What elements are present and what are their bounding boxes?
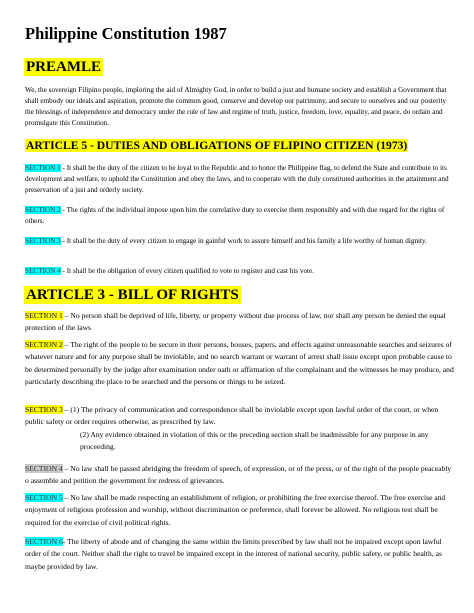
section-3-clause-2: (2) Any evidence obtained in violation of this or the preceding section shall be inadmissible for any purpose in any proceeding.	[80, 429, 429, 452]
article5-section-2: SECTION 2 - The rights of the individual impose upon him the correlative duty to exercise them responsibly and with due regard for the rights of others.	[25, 206, 445, 225]
article3-section-5: SECTION 5 – No law shall be made respecting an establishment of religion, or prohibiting the free exercise thereof. The free exercise and enjoyment of religious profession and worship, without discrimination or preference, shall forever be allowed. No religious test shall be required for the exercise of civil political rights.	[25, 493, 446, 527]
preamble-heading: PREAMLE	[26, 59, 101, 75]
article5-section-4: SECTION 4 - It shall be the obligation of every citizen qualified to vote to register and cast his vote.	[25, 267, 315, 275]
article3-section-1: SECTION 1 – No person shall be deprived of life, liberty, or property without due process of law, nor shall any person be denied the equal protection of the laws	[25, 311, 446, 333]
section-label: SECTION 2	[25, 340, 63, 349]
section-label: SECTION 5	[25, 493, 63, 502]
article3-section-3: SECTION 3 – (1) The privacy of communication and correspondence shall be inviolable except upon lawful order of the court, or when public safety or order requires otherwise, as prescribed by law. (2) Any evidence obtained in violation of this or the preceding section shall be inadmissible for any purpose in any proceeding.	[25, 404, 455, 454]
article3-section-4: SECTION 4 – No law shall be passed abridging the freedom of speech, of expression, or of the press, or of the right of the people peaceably o assemble and petition the government for redress of grievances.	[25, 464, 452, 486]
preamble-text: We, the sovereign Filipino people, imploring the aid of Almighty God, in order to build a just and humane society and establish a Government that shall embody our ideals and aspiration, promote the common good, conserve and develop our patrimony, and secure to ourselves and our posterity the blessings of independence and democracy under the rule of law and regime of truth, justice, freedom, love, equality, and peace, do ordain and promulgate this Constitution.	[25, 86, 447, 127]
section-label: SECTION 4	[25, 267, 61, 275]
article5-heading: ARTICLE 5 - DUTIES AND OBLIGATIONS OF FLIPINO CITIZEN (1973)	[26, 139, 408, 152]
document-title: Philippine Constitution 1987	[25, 24, 227, 43]
section-label: SECTION 3	[25, 237, 61, 245]
article5-section-3: SECTION 3 - It shall be the duty of every citizen to engage in gainful work to assure himself and his family a life worthy of human dignity.	[25, 237, 427, 245]
section-label: SECTION 1	[25, 164, 61, 172]
article3-section-2: SECTION 2 – The right of the people to be secure in their persons, houses, papers, and effects against unreasonable searches and seizures of whatever nature and for any purpose shall be inviolable, and no search warrant or warrant of arrest shall issue except upon probable cause to be determined personally by the judge after examination under oath or affirmation of the complainant and the witnesses he may produce, and particularly describing the place to be searched and the persons or things to be seized.	[25, 340, 454, 387]
article3-heading: ARTICLE 3 - BILL OF RIGHTS	[26, 287, 239, 303]
section-label: SECTION 4	[25, 464, 63, 473]
section-label: SECTION 1	[25, 311, 63, 320]
article3-section-6: SECTION 6- The liberty of abode and of changing the same within the limits prescribed by law shall not be impaired except upon lawful order of the court. Neither shall the right to travel be impaired except in the interest of national security, public safety, or public health, as maybe provided by law.	[25, 537, 442, 571]
article5-section-1: SECTION 1 - It shall be the duty of the citizen to be loyal to the Republic and to honor the Philippine flag, to defend the State and contribute to its development and welfare, to uphold the Constitution and obey the laws, and to cooperate with the duly constituted authorities in the attainment and preservation of a just and orderly society.	[25, 164, 449, 194]
section-label: SECTION 3	[25, 405, 63, 414]
section-label: SECTION 2	[25, 206, 61, 214]
section-label: SECTION 6	[25, 537, 63, 546]
